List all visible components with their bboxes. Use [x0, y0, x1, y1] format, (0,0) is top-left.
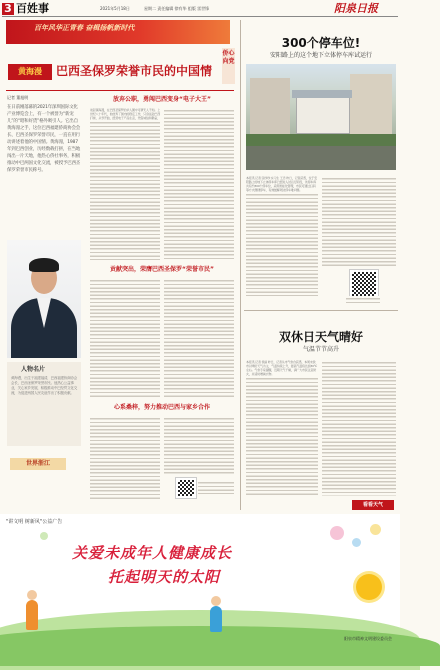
child-head-1	[27, 590, 37, 600]
right-section-divider	[244, 310, 398, 311]
parking-qr-caption	[346, 296, 380, 304]
section-title: 百姓事	[16, 2, 49, 15]
masthead-divider	[2, 16, 398, 17]
newspaper-logo: 阳泉日报	[334, 2, 378, 15]
weather-footer-label: 看看天气	[352, 500, 394, 510]
building-right	[350, 74, 392, 138]
child-figure-2	[210, 606, 222, 632]
bubble-4	[40, 532, 48, 540]
banner-slogan: 百年风华正青春 奋楫扬帆新时代	[34, 24, 135, 32]
parking-body-lead: 本报讯 记者 张珍珍 实习生 王忠 昨日，记者获悉，位于安阳路上的地下立体停车库已经进入试运行阶段，该停车库共有约300个停车位，采用智能化管理，市民可通过扫码等方式便捷停车，有效缓解周边停车难问题。	[246, 176, 317, 192]
weather-body-lead: 本报讯 记者 侯丽 昨日，记者从市气象台获悉，本周末我市以晴好天气为主，气温持续上升，最高气温将达到30℃左右。气象专家提醒，近期天气干燥，请广大市民注意防火，并适时增减衣物。	[246, 360, 317, 376]
hill-front	[0, 626, 440, 666]
side-tag: 侨心向党	[222, 48, 235, 84]
parking-structure	[296, 96, 350, 134]
weather-subheadline: 气温节节高升	[302, 346, 339, 353]
body-column-4	[164, 278, 234, 398]
road	[246, 144, 396, 170]
headline-rule	[6, 90, 234, 91]
parking-qr-code	[350, 270, 378, 298]
bubble-1	[330, 526, 344, 540]
parking-body-column-2	[322, 176, 396, 266]
bottom-label: 世界浙江	[10, 458, 66, 470]
byline: 记者 董旭明	[7, 95, 29, 100]
ad-line-2: 托起明天的太阳	[108, 568, 221, 586]
body-column-6	[164, 416, 234, 476]
qr-code	[176, 478, 196, 498]
body-column-2	[164, 108, 234, 260]
body-column-1-lead: 谈起黄海漫，在巴西圣保罗的华人圈中可谓无人不知。上世纪八十年代，他放弃了国内的稳定工作，只身远赴巴西打拼，从零开始，经营电子产品生意，凭借诚信和勤奋，	[90, 108, 161, 120]
portrait-photo	[7, 240, 81, 358]
building-left	[250, 78, 290, 138]
child-figure-1	[26, 600, 38, 630]
parking-roof	[292, 90, 352, 98]
editor-info: 星期二 责任编辑 徐有华 组版 雷世锋	[144, 6, 210, 11]
parking-headline: 300个停车位!	[281, 36, 361, 50]
qr-caption	[198, 480, 234, 494]
bubble-2	[352, 538, 361, 547]
body-column-3	[90, 278, 160, 398]
parking-body-column-1	[246, 192, 318, 296]
article-headline: 巴西圣保罗荣誉市民的中国情	[56, 64, 213, 78]
ad-line-1: 关爱未成年人健康成长	[72, 544, 233, 562]
parking-subheadline: 安阳路上的这个地下立体停车库试运行	[269, 52, 372, 59]
slogan-banner	[6, 20, 230, 44]
bio-title: 人物名片	[21, 366, 46, 373]
subhead-1: 放弃公职，勇闯巴西变身“电子大王”	[113, 96, 211, 103]
trees	[246, 134, 396, 146]
issue-date: 2021年5月18日	[100, 6, 130, 11]
subhead-2: 贡献突出，荣膺巴西圣保罗“荣誉市民”	[110, 266, 214, 273]
ad-credit: 阳泉市精神文明建设委员会	[344, 636, 392, 641]
weather-headline: 双休日天气晴好	[278, 330, 363, 344]
intro-text: 在日前刚落幕的2021年深圳国际文化产业博览会上，有一个被誉为“新宠儿”的“昭和好货”格外吸引人。它出自黄海漫之手，这位巴西福建侨商协会会长、巴西圣保罗荣誉市民，一直在用行动讲述着他的中国情。黄海漫，1987年到巴西创业，历经数载打拼，在当地闯出一片天地，他热心侨社事务，积极推动中巴两国文化交流，被授予巴西圣保罗荣誉市民称号。	[7, 105, 81, 173]
sun-icon	[356, 574, 382, 600]
bubble-3	[370, 524, 381, 535]
page-number-badge: 3	[2, 3, 14, 15]
portrait-hair	[29, 258, 59, 272]
bio-text: 黄海漫，出生于福建福清，巴西福建侨商协会会长，巴西圣保罗荣誉市民。他热心公益事业，关心家乡发展，积极推动中巴经贸文化交流，为促进两国人民友谊作出了积极贡献。	[11, 376, 77, 395]
weather-body-column-2	[322, 360, 396, 496]
subhead-3: 心系桑梓，努力推动巴西与家乡合作	[113, 404, 210, 411]
body-column-5	[90, 416, 160, 500]
child-head-2	[211, 596, 221, 606]
public-service-ad	[0, 514, 400, 656]
parking-photo	[246, 64, 396, 170]
bio-box	[7, 362, 81, 446]
column-badge: 黄海漫	[8, 64, 52, 80]
weather-body-column-1	[246, 376, 318, 496]
body-column-1	[90, 120, 160, 260]
column-divider	[240, 20, 241, 510]
ad-header: "讲文明 树新风"公益广告	[6, 519, 63, 525]
